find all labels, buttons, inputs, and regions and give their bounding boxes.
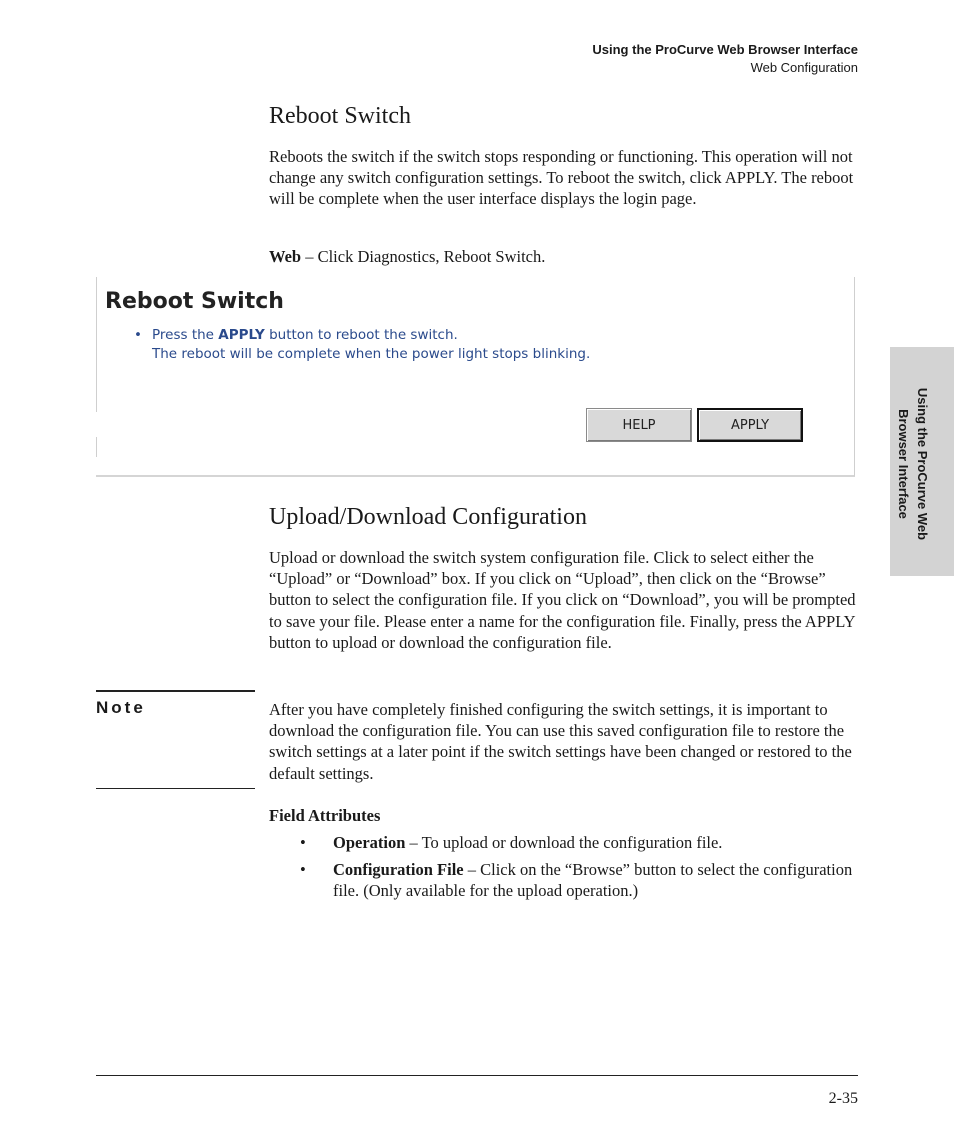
reboot-switch-screenshot (96, 277, 855, 477)
running-header-subtitle: Web Configuration (750, 60, 858, 75)
side-tab-line1: Using the ProCurve Web (915, 387, 930, 541)
note-rule-top (96, 690, 255, 692)
side-tab-label (894, 374, 932, 554)
web-label: Web (269, 247, 302, 266)
panel-title: Reboot Switch (105, 289, 284, 314)
upload-heading: Upload/Download Configuration (269, 504, 587, 530)
reboot-heading: Reboot Switch (269, 103, 411, 129)
reboot-paragraph: Reboots the switch if the switch stops responding or functioning. This operation will not change any switch configuration settings. To reboot the switch, click APPLY. The reboot will be complete when the user interface displays the login page. (269, 147, 854, 209)
panel-instruction-line1: Press the APPLY button to reboot the switch. (152, 327, 458, 343)
panel-divider (96, 437, 97, 457)
note-rule-bottom (96, 788, 255, 789)
footer-rule (96, 1075, 858, 1076)
list-item (300, 859, 860, 901)
bullet-dot-icon: • (134, 327, 142, 343)
page-number: 2-35 (828, 1090, 858, 1107)
field-name: Configuration File (333, 860, 464, 880)
web-text: – Click Diagnostics, Reboot Switch. (301, 247, 546, 266)
panel-instruction-line2: The reboot will be complete when the power light stops blinking. (152, 346, 591, 362)
bullet-icon: • (300, 833, 306, 852)
reboot-web-instruction (269, 246, 859, 267)
list-item (300, 832, 860, 853)
upload-paragraph: Upload or download the switch system configuration file. Click to select either the “Upload” or “Download” box. If you click on “Upload”, then click on the “Browse” button to select the configuration file. If you click on “Download”, you will be prompted to save your file. Please enter a name for the configuration file. Finally, press the APPLY button to upload or download the configuration file. (269, 548, 856, 652)
note-label: Note (96, 698, 146, 717)
field-name: Operation (333, 833, 406, 852)
side-thumb-tab (890, 347, 954, 576)
field-attributes-list (300, 832, 860, 908)
help-button[interactable]: HELP (586, 408, 692, 442)
note-text: After you have completely finished configuring the switch settings, it is important to download the configuration file. You can use this saved configuration file to restore the switch settings at a later point if the switch settings have been changed or restored to the default settings. (269, 700, 852, 783)
apply-button[interactable]: APPLY (697, 408, 803, 442)
panel-divider (96, 277, 97, 412)
running-header-title: Using the ProCurve Web Browser Interface (592, 42, 858, 57)
side-tab-line2: Browser Interface (896, 409, 911, 519)
bullet-icon: • (300, 860, 306, 880)
field-desc: – Click on the “Browse” button to select the configuration file. (Only available for the upload operation.) (333, 860, 853, 901)
field-attributes-title: Field Attributes (269, 806, 381, 825)
field-desc: – To upload or download the configuration file. (405, 833, 723, 852)
